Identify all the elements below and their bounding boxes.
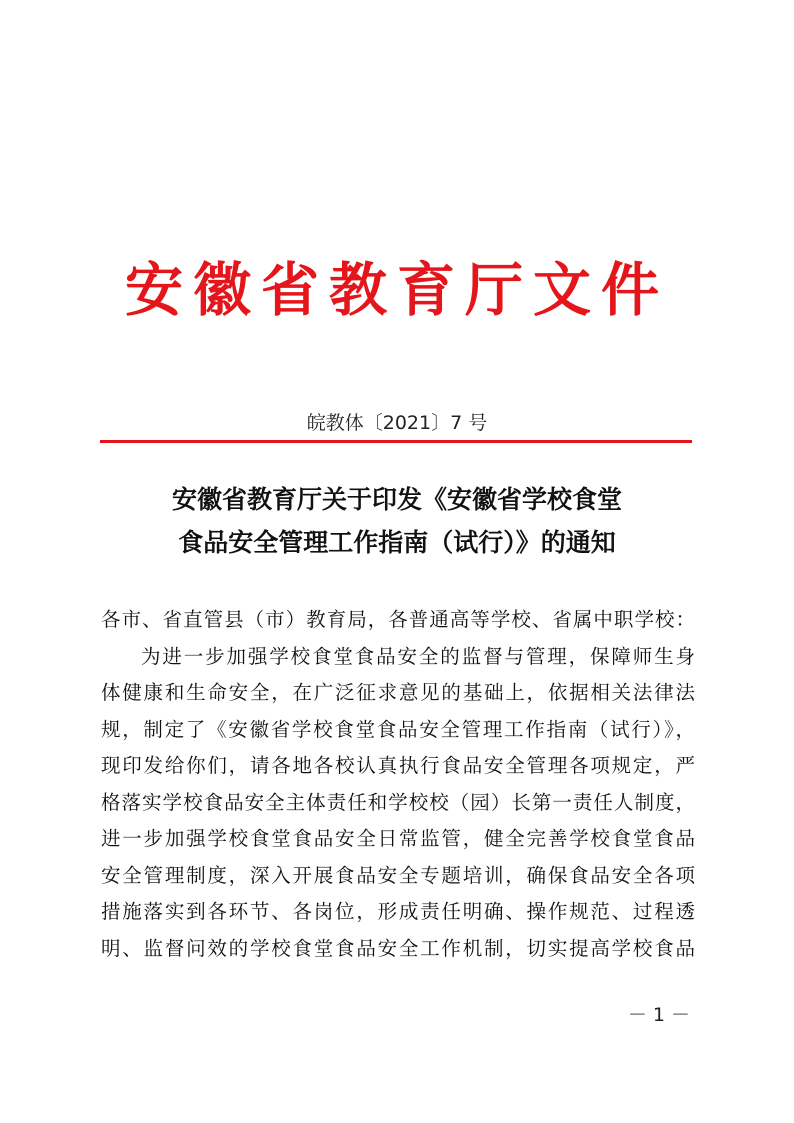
body-line: 进一步加强学校食堂食品安全日常监管，健全完善学校食堂食品 (101, 827, 695, 850)
page-number: － 1 － (627, 1004, 690, 1026)
body-line: 为进一步加强学校食堂食品安全的监督与管理，保障师生身 (141, 644, 695, 668)
document-number: 皖教体〔2021〕7 号 (306, 412, 488, 434)
addressee: 各市、省直管县（市）教育局，各普通高等学校、省属中职学校： (101, 608, 695, 631)
document-body (101, 602, 695, 967)
notice-title-line-2: 食品安全管理工作指南（试行）》的通知 (178, 528, 616, 557)
document-header-title: 安徽省教育厅文件 (124, 256, 669, 324)
notice-title (0, 478, 794, 564)
body-line: 现印发给你们，请各地各校认真执行食品安全管理各项规定，严 (101, 754, 695, 777)
body-line: 措施落实到各环节、各岗位，形成责任明确、操作规范、过程透 (101, 900, 695, 923)
header-divider-line (100, 440, 692, 443)
body-line: 规，制定了《安徽省学校食堂食品安全管理工作指南（试行）》， (101, 717, 695, 741)
notice-title-line-1: 安徽省教育厅关于印发《安徽省学校食堂 (171, 485, 622, 514)
body-line: 体健康和生命安全，在广泛征求意见的基础上，依据相关法律法 (101, 681, 695, 704)
body-line: 格落实学校食品安全主体责任和学校校（园）长第一责任人制度， (101, 790, 695, 814)
body-line: 安全管理制度，深入开展食品安全专题培训，确保食品安全各项 (101, 863, 695, 887)
body-line: 明、监督问效的学校食堂食品安全工作机制，切实提高学校食品 (101, 936, 695, 960)
